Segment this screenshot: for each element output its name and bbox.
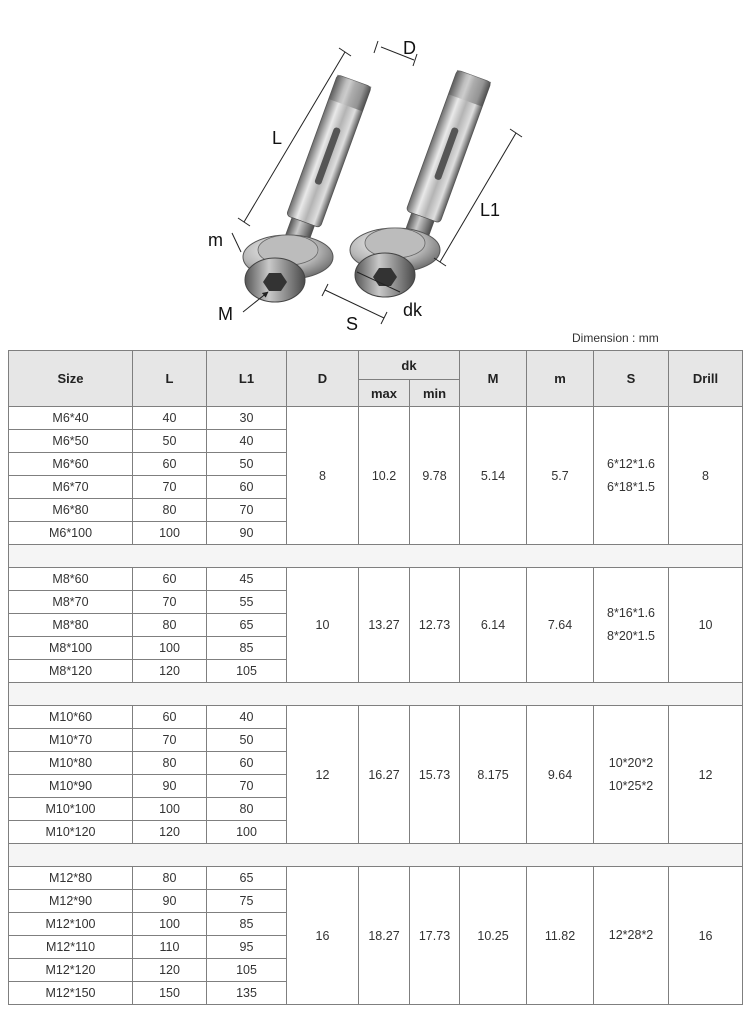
washer-spec: 10*25*2 bbox=[608, 778, 654, 793]
cell-m: 11.82 bbox=[527, 867, 594, 1005]
header-L: L bbox=[133, 351, 207, 407]
cell-L1: 65 bbox=[207, 867, 287, 890]
cell-L1: 40 bbox=[207, 430, 287, 453]
cell-size: M12*90 bbox=[9, 890, 133, 913]
header-M: M bbox=[460, 351, 527, 407]
cell-D: 8 bbox=[287, 407, 359, 545]
cell-size: M10*70 bbox=[9, 729, 133, 752]
washer-spec: 8*16*1.6 bbox=[607, 606, 655, 620]
cell-L1: 105 bbox=[207, 959, 287, 982]
table-row bbox=[9, 407, 743, 430]
right-anchor-bolt bbox=[350, 70, 491, 297]
cell-S bbox=[594, 867, 669, 1005]
cell-size: M6*40 bbox=[9, 407, 133, 430]
header-D: D bbox=[287, 351, 359, 407]
cell-size: M6*50 bbox=[9, 430, 133, 453]
group-separator-row bbox=[9, 683, 743, 706]
cell-size: M12*120 bbox=[9, 959, 133, 982]
cell-L1: 75 bbox=[207, 890, 287, 913]
cell-S bbox=[594, 407, 669, 545]
header-drill: Drill bbox=[669, 351, 743, 407]
cell-L: 80 bbox=[133, 867, 207, 890]
cell-L: 80 bbox=[133, 752, 207, 775]
cell-L1: 85 bbox=[207, 637, 287, 660]
cell-m: 9.64 bbox=[527, 706, 594, 844]
cell-L: 40 bbox=[133, 407, 207, 430]
header-m: m bbox=[527, 351, 594, 407]
cell-dk-min: 15.73 bbox=[410, 706, 460, 844]
cell-dk-max: 18.27 bbox=[359, 867, 410, 1005]
cell-size: M12*150 bbox=[9, 982, 133, 1005]
cell-size: M6*80 bbox=[9, 499, 133, 522]
cell-M: 10.25 bbox=[460, 867, 527, 1005]
left-anchor-bolt bbox=[243, 75, 371, 302]
group-separator-row bbox=[9, 844, 743, 867]
label-S: S bbox=[346, 314, 359, 334]
cell-L: 70 bbox=[133, 476, 207, 499]
header-dk-max: max bbox=[359, 380, 410, 407]
dim-line-m bbox=[232, 233, 241, 252]
washer-spec: 8*20*1.5 bbox=[607, 629, 655, 643]
cell-M: 6.14 bbox=[460, 568, 527, 683]
cell-size: M6*100 bbox=[9, 522, 133, 545]
cell-L: 100 bbox=[133, 913, 207, 936]
table-row bbox=[9, 867, 743, 890]
cell-size: M8*70 bbox=[9, 591, 133, 614]
anchor-bolt-diagram bbox=[0, 0, 750, 340]
cell-size: M8*80 bbox=[9, 614, 133, 637]
cell-L: 60 bbox=[133, 453, 207, 476]
cell-size: M12*100 bbox=[9, 913, 133, 936]
washer-spec: 12*28*2 bbox=[608, 928, 654, 942]
cell-S bbox=[594, 706, 669, 844]
cell-size: M12*110 bbox=[9, 936, 133, 959]
cell-size: M6*60 bbox=[9, 453, 133, 476]
cell-L1: 45 bbox=[207, 568, 287, 591]
cell-L1: 60 bbox=[207, 752, 287, 775]
cell-size: M12*80 bbox=[9, 867, 133, 890]
cell-D: 12 bbox=[287, 706, 359, 844]
cell-L1: 70 bbox=[207, 775, 287, 798]
cell-L: 80 bbox=[133, 499, 207, 522]
cell-L1: 105 bbox=[207, 660, 287, 683]
washer-spec: 6*18*1.5 bbox=[607, 479, 655, 494]
cell-L: 70 bbox=[133, 591, 207, 614]
cell-L: 100 bbox=[133, 798, 207, 821]
cell-L: 150 bbox=[133, 982, 207, 1005]
cell-L1: 100 bbox=[207, 821, 287, 844]
header-dk: dk bbox=[359, 351, 460, 380]
cell-m: 7.64 bbox=[527, 568, 594, 683]
header-dk-min: min bbox=[410, 380, 460, 407]
cell-L1: 30 bbox=[207, 407, 287, 430]
cell-L: 80 bbox=[133, 614, 207, 637]
cell-L1: 135 bbox=[207, 982, 287, 1005]
cell-L: 90 bbox=[133, 890, 207, 913]
label-m: m bbox=[208, 230, 223, 250]
cell-L1: 60 bbox=[207, 476, 287, 499]
cell-dk-max: 13.27 bbox=[359, 568, 410, 683]
cell-L1: 90 bbox=[207, 522, 287, 545]
cell-size: M10*120 bbox=[9, 821, 133, 844]
cell-L: 60 bbox=[133, 568, 207, 591]
separator-cell bbox=[9, 545, 743, 568]
cell-L: 70 bbox=[133, 729, 207, 752]
cell-dk-max: 16.27 bbox=[359, 706, 410, 844]
cell-drill: 8 bbox=[669, 407, 743, 545]
cell-L1: 70 bbox=[207, 499, 287, 522]
cell-S bbox=[594, 568, 669, 683]
cell-L1: 85 bbox=[207, 913, 287, 936]
cell-dk-min: 12.73 bbox=[410, 568, 460, 683]
cell-dk-min: 9.78 bbox=[410, 407, 460, 545]
cell-L: 100 bbox=[133, 522, 207, 545]
cell-drill: 10 bbox=[669, 568, 743, 683]
separator-cell bbox=[9, 683, 743, 706]
cell-L1: 95 bbox=[207, 936, 287, 959]
cell-L: 50 bbox=[133, 430, 207, 453]
label-dk: dk bbox=[403, 300, 423, 320]
group-separator-row bbox=[9, 545, 743, 568]
washer-spec: 6*12*1.6 bbox=[607, 456, 655, 471]
cell-L: 110 bbox=[133, 936, 207, 959]
cell-L1: 80 bbox=[207, 798, 287, 821]
cell-size: M10*90 bbox=[9, 775, 133, 798]
cell-L: 120 bbox=[133, 660, 207, 683]
cell-L: 90 bbox=[133, 775, 207, 798]
spec-table-body bbox=[9, 407, 743, 1005]
cell-M: 5.14 bbox=[460, 407, 527, 545]
label-D: D bbox=[403, 38, 416, 58]
table-row bbox=[9, 706, 743, 729]
table-row bbox=[9, 568, 743, 591]
cell-L: 100 bbox=[133, 637, 207, 660]
header-S: S bbox=[594, 351, 669, 407]
cell-L: 60 bbox=[133, 706, 207, 729]
cell-D: 10 bbox=[287, 568, 359, 683]
cell-size: M8*100 bbox=[9, 637, 133, 660]
cell-drill: 12 bbox=[669, 706, 743, 844]
header-size: Size bbox=[9, 351, 133, 407]
cell-drill: 16 bbox=[669, 867, 743, 1005]
dimension-unit-note: Dimension : mm bbox=[572, 331, 659, 345]
cell-D: 16 bbox=[287, 867, 359, 1005]
anchor-bolt-spec-table bbox=[8, 350, 743, 1005]
cell-L: 120 bbox=[133, 821, 207, 844]
cell-size: M10*100 bbox=[9, 798, 133, 821]
cell-size: M10*60 bbox=[9, 706, 133, 729]
cell-size: M8*60 bbox=[9, 568, 133, 591]
cell-L1: 40 bbox=[207, 706, 287, 729]
cell-dk-min: 17.73 bbox=[410, 867, 460, 1005]
cell-L1: 55 bbox=[207, 591, 287, 614]
washer-spec: 10*20*2 bbox=[608, 755, 654, 770]
cell-size: M10*80 bbox=[9, 752, 133, 775]
label-L1: L1 bbox=[480, 200, 501, 220]
header-L1: L1 bbox=[207, 351, 287, 407]
cell-M: 8.175 bbox=[460, 706, 527, 844]
label-L: L bbox=[272, 128, 283, 148]
cell-L: 120 bbox=[133, 959, 207, 982]
cell-size: M6*70 bbox=[9, 476, 133, 499]
label-M: M bbox=[218, 304, 233, 324]
cell-L1: 65 bbox=[207, 614, 287, 637]
cell-m: 5.7 bbox=[527, 407, 594, 545]
separator-cell bbox=[9, 844, 743, 867]
cell-L1: 50 bbox=[207, 729, 287, 752]
cell-L1: 50 bbox=[207, 453, 287, 476]
cell-size: M8*120 bbox=[9, 660, 133, 683]
cell-dk-max: 10.2 bbox=[359, 407, 410, 545]
